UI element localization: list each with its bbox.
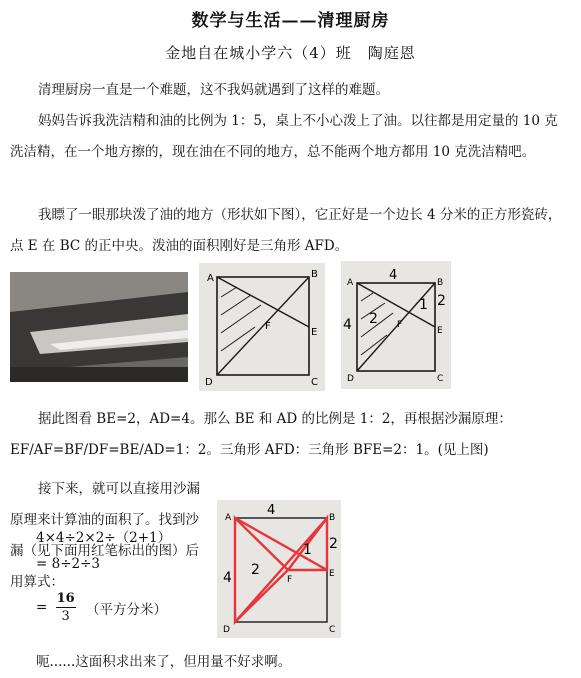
label-area-small-2: 1 [419,297,428,313]
paragraph-hourglass: 据此图看 BE=2，AD=4。那么 BE 和 AD 的比例是 1：2，再根据沙漏原理：EF/AF=BF/DF=BE/AD=1：2。三角形 AFD：三角形 BFE=2：1。(见上图) [10,411,512,458]
label-side-top-3: 4 [267,503,276,518]
calc-fraction [56,590,76,625]
paragraph-calculation-intro: 接下来，就可以直接用沙漏原理来计算油的面积了。找到沙漏（见下面用红笔标出的图）后用算式： [10,481,200,590]
calc-line-3 [36,590,167,625]
label-a-2: A [347,278,354,288]
square-diagram-1 [199,263,325,391]
label-be-3: 2 [329,536,338,552]
label-c-2: C [437,374,444,384]
label-a: A [207,273,214,284]
author-line: 金地自在城小学六（4）班 陶庭恩 [165,44,416,62]
square-sketch-2 [341,261,451,389]
label-area-big-2: 2 [369,311,378,327]
label-f-3: F [287,575,293,585]
label-d-2: D [347,374,354,384]
label-e-3: E [329,569,335,579]
label-c-3: C [329,625,336,635]
calc-unit: （平方分米） [86,601,167,618]
label-d: D [205,377,213,388]
label-b-2: B [437,278,444,288]
article-title: 数学与生活——清理厨房 [191,11,390,31]
label-f-2: F [397,320,403,330]
calc-equals: = [36,599,48,616]
label-area-big-3: 2 [251,562,260,578]
label-d-3: D [223,625,230,635]
calc-line-1: 4×4÷2×2÷（2+1） [36,530,172,546]
calc-line-2: = 8÷2÷3 [36,556,100,572]
fraction-denominator: 3 [61,609,70,624]
label-c: C [311,377,318,388]
paragraph-intro: 清理厨房一直是一个难题，这不我妈就遇到了这样的难题。 [38,82,389,98]
fraction-numerator: 16 [56,591,75,606]
label-f: F [265,321,271,332]
closing-remark: 呃......这面积求出来了，但用量不好求啊。 [36,654,292,670]
square-sketch-1 [199,263,325,391]
label-side-left-3: 4 [223,570,232,586]
label-a-3: A [225,513,232,523]
paragraph-problem: 妈妈告诉我洗洁精和油的比例为 1：5，桌上不小心泼上了油。以往都是用定量的 10 克洗洁精，在一个地方擦的，现在油在不同的地方，总不能两个地方都用 10 克洗洁精吧。 [10,113,558,160]
label-side-top-2: 4 [389,268,398,283]
label-b-3: B [329,513,336,523]
square-diagram-2 [341,261,451,389]
label-e: E [311,327,318,338]
range-hood-photo [10,272,188,382]
label-b: B [311,269,318,280]
paragraph-shape: 我瞟了一眼那块泼了油的地方（形状如下图），它正好是一个边长 4 分米的正方形瓷砖，点 E 在 BC 的正中央。泼油的面积刚好是三角形 AFD。 [10,207,562,254]
range-hood-image [10,272,188,382]
label-e-2: E [437,326,443,336]
label-side-left-2: 4 [343,317,352,333]
label-area-small-3: 1 [303,542,312,558]
label-be-2: 2 [437,293,446,309]
square-sketch-3-red [217,500,341,638]
square-diagram-3 [217,500,341,638]
